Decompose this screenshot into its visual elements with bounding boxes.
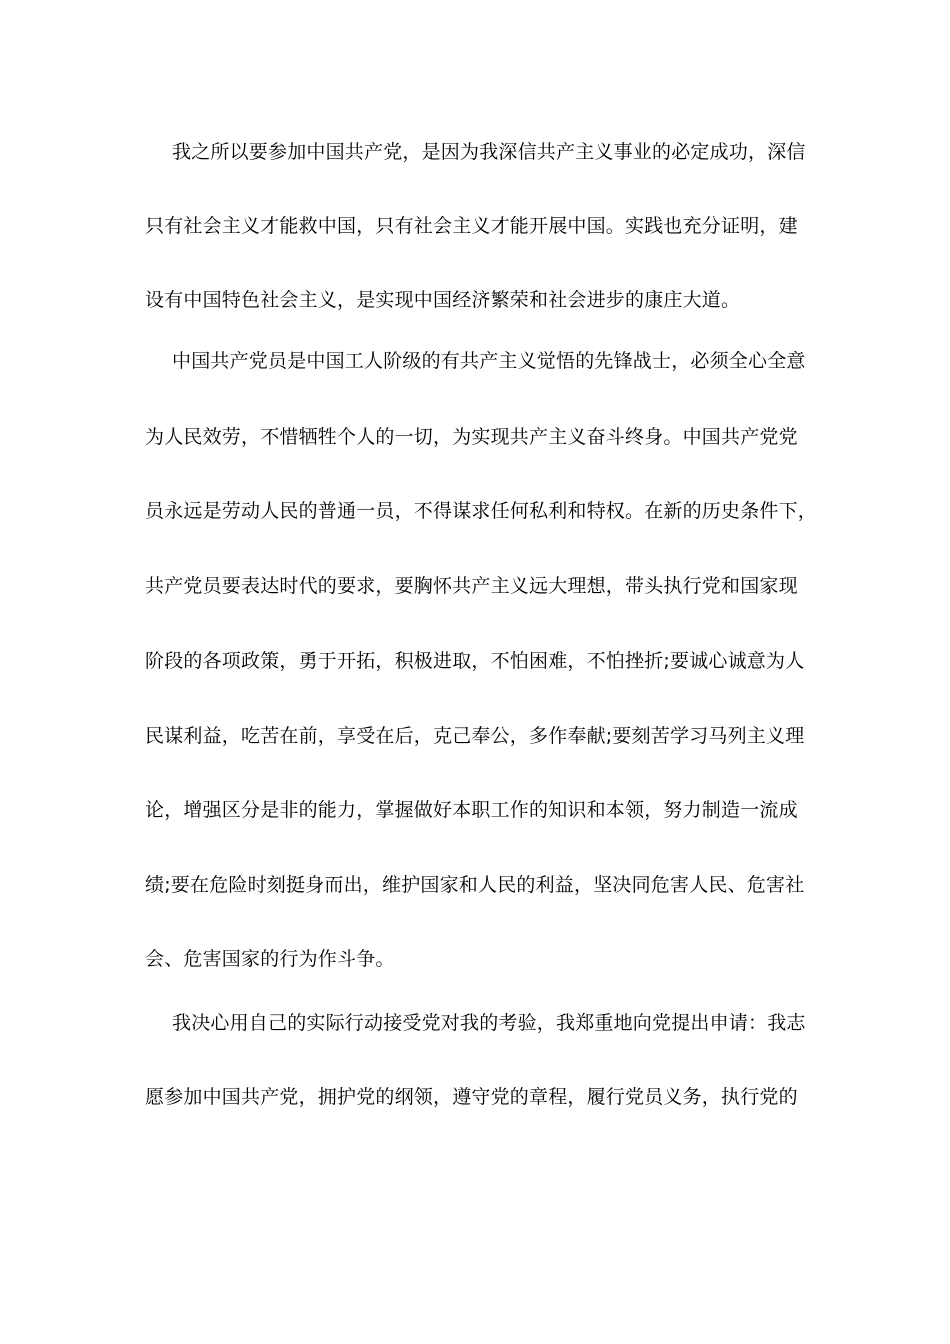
paragraph-3-line-2: 愿参加中国共产党，拥护党的纲领，遵守党的章程，履行党员义务，执行党的 xyxy=(145,1086,798,1108)
paragraph-2-line-1: 中国共产党员是中国工人阶级的有共产主义觉悟的先锋战士，必须全心全意 xyxy=(172,350,806,372)
paragraph-2-line-9: 会、危害国家的行为作斗争。 xyxy=(145,948,395,970)
paragraph-1-line-3: 设有中国特色社会主义，是实现中国经济繁荣和社会进步的康庄大道。 xyxy=(145,289,741,311)
paragraph-2-line-4: 共产党员要表达时代的要求，要胸怀共产主义远大理想，带头执行党和国家现 xyxy=(145,575,798,597)
paragraph-1-line-2: 只有社会主义才能救中国，只有社会主义才能开展中国。实践也充分证明，建 xyxy=(145,215,798,237)
paragraph-2-line-2: 为人民效劳，不惜牺牲个人的一切，为实现共产主义奋斗终身。中国共产党党 xyxy=(145,426,798,448)
paragraph-2-line-3: 员永远是劳动人民的普通一员，不得谋求任何私利和特权。在新的历史条件下， xyxy=(145,500,818,522)
paragraph-2-line-8: 绩;要在危险时刻挺身而出，维护国家和人民的利益，坚决同危害人民、危害社 xyxy=(145,874,805,896)
paragraph-3-line-1: 我决心用自己的实际行动接受党对我的考验，我郑重地向党提出申请：我志 xyxy=(172,1012,806,1034)
paragraph-1-line-1: 我之所以要参加中国共产党，是因为我深信共产主义事业的必定成功，深信 xyxy=(172,141,806,163)
paragraph-2-line-5: 阶段的各项政策，勇于开拓，积极进取，不怕困难，不怕挫折;要诚心诚意为人 xyxy=(145,650,805,672)
paragraph-2-line-6: 民谋利益，吃苦在前，享受在后，克己奉公，多作奉献;要刻苦学习马列主义理 xyxy=(145,725,805,747)
paragraph-2-line-7: 论，增强区分是非的能力，掌握做好本职工作的知识和本领，努力制造一流成 xyxy=(145,799,798,821)
